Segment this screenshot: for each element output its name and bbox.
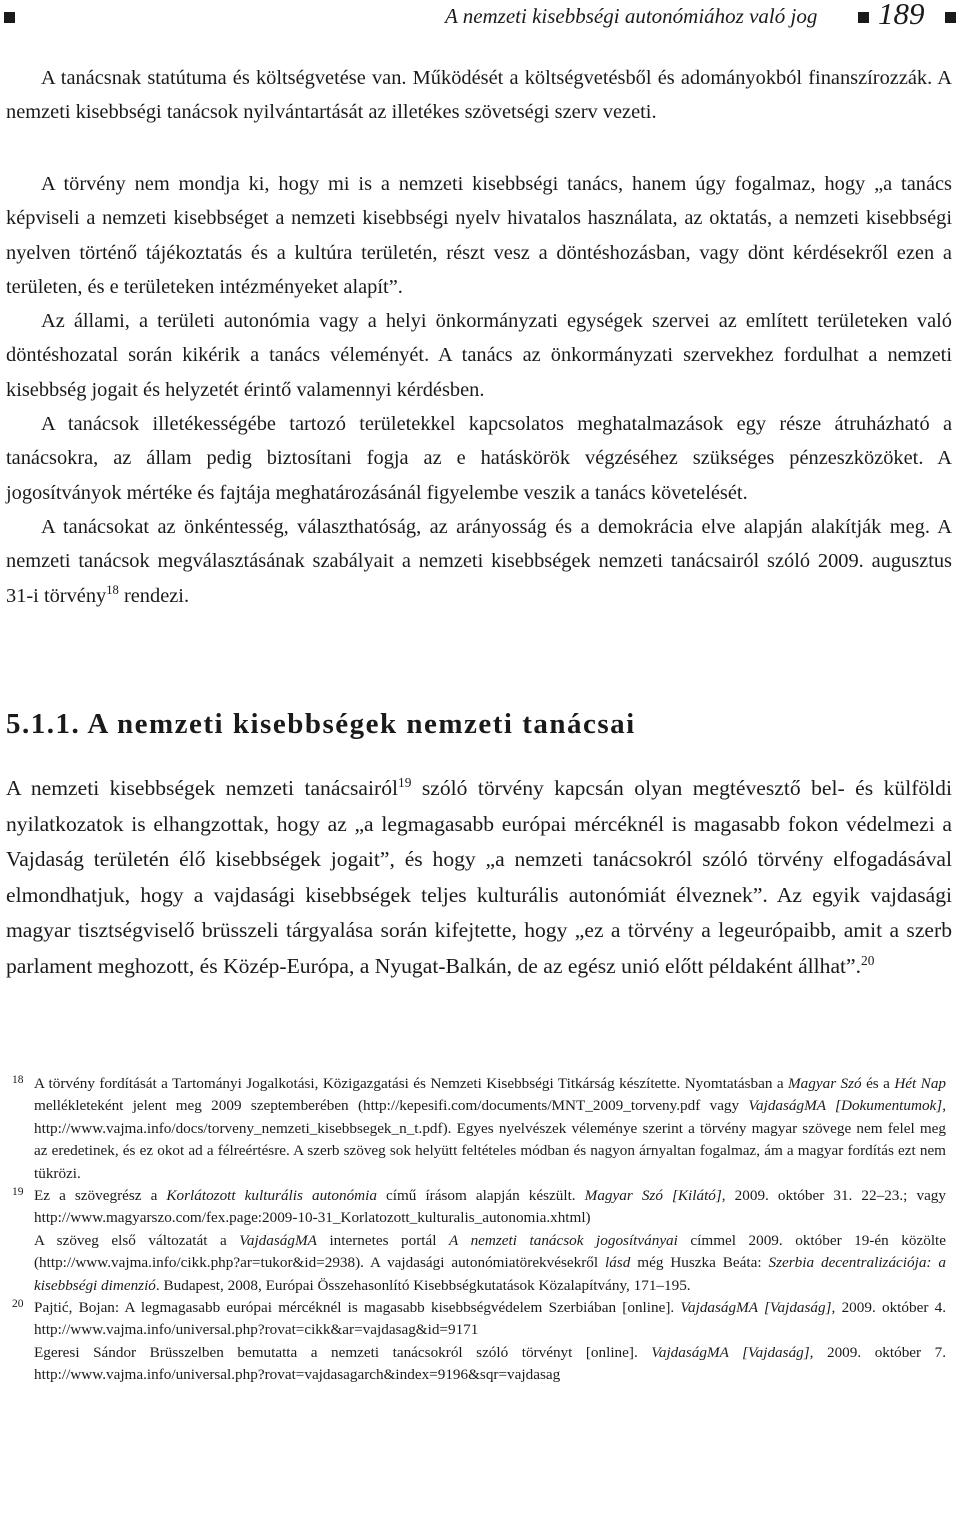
text: 2009. október 7. http://www.vajma.info/universal.php?rovat=vajdasagarch&index=9196&sqr=vajdasag <box>34 1343 946 1384</box>
paragraph: A törvény nem mondja ki, hogy mi is a nemzeti kisebbségi tanács, hanem úgy fogalmaz, hogy „a tanács képviseli a nemzeti kisebbséget a nemzeti kisebbségi nyelv hivatalos használata, az oktatás, a nemzeti kisebbségi nyelven történő tájékoztatás és a kultúra területén, részt vesz a döntéshozásban, vagy dönt kérdésekről ezen a területen, és e területeken intézményeket alapít”. <box>6 173 952 298</box>
italic-text: Korlátozott kulturális autonómia <box>166 1187 377 1205</box>
running-title: A nemzeti kisebbségi autonómiához való jog <box>445 4 818 28</box>
text: még Huszka Beáta: <box>630 1254 769 1272</box>
body-text-intro <box>6 61 952 130</box>
paragraph <box>6 510 952 613</box>
text: címmel 2009. október 19-én közölte (http://www.vajma.info/cikk.php?ar=tukor&id=2938). A vajdasági autonómiatörekvésekről <box>34 1231 946 1272</box>
text: című írásom alapján készült. <box>376 1187 585 1205</box>
italic-text: lásd <box>605 1254 631 1272</box>
footnote-number: 20 <box>12 1298 24 1311</box>
footnote-19 <box>6 1185 946 1297</box>
footnote-text <box>34 1073 946 1185</box>
text: , http://www.vajma.info/docs/torveny_nemzeti_kisebbsegek_n_t.pdf). Egyes nyelvészek véleménye szerint a törvény magyar szövege nem felel meg az eredetinek, és ez okot ad a félreértésre. A szerb szöveg sok helyütt feltételes módban és nagyon árnyaltan fogalmaz, ám a magyar fordítás ezt nem tükrözi. <box>34 1097 946 1182</box>
paragraph-text: rendezi. <box>118 584 190 607</box>
paragraph: A tanácsnak statútuma és költségvetése van. Működését a költségvetésből és adományokból finanszírozzák. A nemzeti kisebbségi tanácsok nyilvántartását az illetékes szövetségi szerv vezeti. <box>6 67 952 124</box>
footnote-number: 18 <box>12 1074 24 1086</box>
footnote-ref: 18 <box>106 582 119 597</box>
footnote-text <box>34 1342 946 1387</box>
text: Ez a szövegrész a <box>34 1187 167 1205</box>
footnote-18 <box>6 1073 946 1185</box>
section-heading: 5.1.1. A nemzeti kisebbségek nemzeti tanácsai <box>6 708 636 740</box>
italic-text: VajdaságMA [Vajdaság], <box>680 1299 836 1317</box>
footnote-text <box>34 1185 946 1230</box>
footnote-text <box>34 1230 946 1297</box>
page-number: 189 <box>878 0 925 31</box>
italic-text: A nemzeti tanácsok jogosítványai <box>449 1231 678 1249</box>
footnote-20 <box>6 1297 946 1387</box>
body-text-council <box>6 167 952 613</box>
paragraph-text: A tanácsokat az önkéntesség, választhatóság, az arányosság és a demokrácia elve alapján alakítják meg. A nemzeti tanácsok megválasztásának szabályait a nemzeti kisebbségek nemzeti tanácsairól szóló 2009. augusztus 31-i törvény <box>6 515 952 607</box>
text: A törvény fordítását a Tartományi Jogalkotási, Közigazgatási és Nemzeti Kisebbségi Titkárság készítette. Nyomtatásban a <box>34 1075 789 1092</box>
body-text-section <box>6 771 952 985</box>
running-header <box>0 0 960 34</box>
square-bullet-icon <box>945 12 956 23</box>
footnote-ref: 19 <box>398 774 412 790</box>
italic-text: Szerbia decentralizációja: a kisebbségi dimenzió <box>34 1254 946 1294</box>
text: és a <box>861 1075 895 1092</box>
paragraph-text: szóló törvény kapcsán olyan megtévesztő bel- és külföldi nyilatkozatok is elhangzottak, hogy az „a legmagasabb európai mércéknél is magasabb fokon védelmezi a Vajdaság területén élő kisebbségek jogait”, és hogy „a nemzeti tanácsokról szóló törvény elfogadásával elmondhatjuk, hogy a vajdasági kisebbségek teljes kulturális autonómiát élveznek”. Az egyik vajdasági magyar tisztségviselő brüsszeli tárgyalása során kifejtette, hogy „ez a törvény a legeurópaibb, amit a szerb parlament meghozott, és Közép-Európa, a Nyugat-Balkán, de az egész unió előtt példaként állhat”. <box>6 776 952 978</box>
paragraph: Az állami, a területi autonómia vagy a helyi önkormányzati egységek szervei az említett területeken való döntéshozatal során kikérik a tanács véleményét. A tanács az önkormányzati szervekhez fordulhat a nemzeti kisebbség jogait és helyzetét érintő valamennyi kérdésben. <box>6 310 952 401</box>
italic-text: Magyar Szó [Kilátó] <box>584 1187 722 1205</box>
text: , 2009. október 31. 22–23.; vagy http://www.magyarszo.com/fex.page:2009-10-31_Korlatozott_kulturalis_autonomia.xhtml) <box>34 1187 946 1227</box>
footnote-number: 19 <box>12 1186 24 1199</box>
paragraph-text: A nemzeti kisebbségek nemzeti tanácsairól <box>6 776 398 800</box>
italic-text: Hét Nap <box>894 1075 947 1092</box>
text: . Budapest, 2008, Európai Összehasonlító Kisebbségkutatások Közalapítvány, 171–195. <box>155 1276 691 1294</box>
footnote-ref: 20 <box>861 952 875 968</box>
text: A szöveg első változatát a <box>34 1231 240 1249</box>
italic-text: Magyar Szó <box>788 1075 862 1092</box>
text: Pajtić, Bojan: A legmagasabb európai mércéknél is magasabb kisebbségvédelem Szerbiában [online]. <box>34 1299 681 1317</box>
footnotes <box>6 1073 946 1387</box>
text: 2009. október 4. http://www.vajma.info/universal.php?rovat=cikk&ar=vajdasag&id=9171 <box>34 1299 947 1339</box>
text: Egeresi Sándor Brüsszelben bemutatta a nemzeti tanácsokról szóló törvényt [online]. <box>34 1343 652 1361</box>
text: mellékleteként jelent meg 2009 szeptemberében (http://kepesifi.com/documents/MNT_2009_torveny.pdf vagy <box>34 1097 749 1115</box>
paragraph <box>6 771 952 985</box>
square-bullet-icon <box>4 12 15 23</box>
square-bullet-icon <box>858 12 869 23</box>
italic-text: VajdaságMA [Vajdaság], <box>651 1343 814 1361</box>
italic-text: VajdaságMA [Dokumentumok] <box>748 1097 943 1115</box>
text: internetes portál <box>316 1231 450 1249</box>
paragraph: A tanácsok illetékességébe tartozó területekkel kapcsolatos meghatalmazások egy része átruházható a tanácsokra, az állam pedig biztosítani fogja az e hatáskörök végzéséhez szükséges pénzeszközöket. A jogosítványok mértéke és fajtája meghatározásánál figyelembe veszik a tanács követelését. <box>6 413 952 504</box>
footnote-text <box>34 1297 946 1342</box>
italic-text: VajdaságMA <box>239 1231 317 1249</box>
